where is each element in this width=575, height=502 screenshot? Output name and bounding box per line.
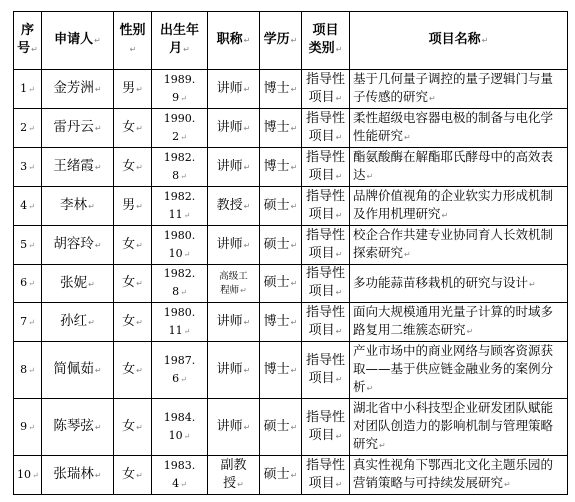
project-name-cell: 酯氨酸酶在解酯耶氏酵母中的高效表达 ↵ xyxy=(350,148,568,187)
title-cell: 讲师 ↵ xyxy=(208,226,260,265)
seq-cell: 4 ↵ xyxy=(14,187,42,226)
project-table xyxy=(13,11,568,495)
title-cell: 讲师 ↵ xyxy=(208,109,260,148)
project-name-cell: 面向大规模通用光量子计算的时域多路复用二维簇态研究 ↵ xyxy=(350,303,568,342)
header-applicant: 申请人 ↵ xyxy=(42,12,114,70)
birth-cell: 1980. 11 ↵ xyxy=(152,303,208,342)
gender-cell: 女 ↵ xyxy=(114,148,152,187)
applicant-cell: 张瑞林 ↵ xyxy=(42,456,114,495)
header-title: 职称 ↵ xyxy=(208,12,260,70)
header-degree: 学历 ↵ xyxy=(260,12,302,70)
applicant-cell: 胡容玲 ↵ xyxy=(42,226,114,265)
gender-cell: 女 ↵ xyxy=(114,226,152,265)
degree-cell: 硕士 ↵ xyxy=(260,187,302,226)
applicant-cell: 李林 ↵ xyxy=(42,187,114,226)
project-name-cell: 柔性超级电容器电极的制备与电化学性能研究 ↵ xyxy=(350,109,568,148)
table-row xyxy=(14,148,568,187)
degree-cell: 博士 ↵ xyxy=(260,109,302,148)
project-name-cell: 基于几何量子调控的量子逻辑门与量子传感的研究 ↵ xyxy=(350,70,568,109)
type-cell: 指导性 项目 ↵ xyxy=(302,148,350,187)
applicant-cell: 雷丹云 ↵ xyxy=(42,109,114,148)
gender-cell: 男 ↵ xyxy=(114,187,152,226)
gender-cell: 女 ↵ xyxy=(114,342,152,399)
project-name-cell: 真实性视角下鄂西北文化主题乐园的营销策略与可持续发展研究 ↵ xyxy=(350,456,568,495)
type-cell: 指导性 项目 ↵ xyxy=(302,226,350,265)
type-cell: 指导性 项目 ↵ xyxy=(302,456,350,495)
degree-cell: 博士 ↵ xyxy=(260,303,302,342)
type-cell: 指导性 项目 ↵ xyxy=(302,303,350,342)
header-birth: 出生年 月 ↵ xyxy=(152,12,208,70)
project-name-cell: 多功能蒜苗移栽机的研究与设计 ↵ xyxy=(350,265,568,303)
degree-cell: 博士 ↵ xyxy=(260,148,302,187)
title-cell: 讲师 ↵ xyxy=(208,342,260,399)
birth-cell: 1987. 6 ↵ xyxy=(152,342,208,399)
birth-cell: 1983. 4 ↵ xyxy=(152,456,208,495)
header-project: 项目名称 ↵ xyxy=(350,12,568,70)
gender-cell: 男 ↵ xyxy=(114,70,152,109)
degree-cell: 硕士 ↵ xyxy=(260,226,302,265)
birth-cell: 1984. 10 ↵ xyxy=(152,399,208,456)
birth-cell: 1982. 11 ↵ xyxy=(152,187,208,226)
title-cell: 讲师 ↵ xyxy=(208,303,260,342)
seq-cell: 7 ↵ xyxy=(14,303,42,342)
type-cell: 指导性 项目 ↵ xyxy=(302,70,350,109)
title-cell: 讲师 ↵ xyxy=(208,399,260,456)
applicant-cell: 孙红 ↵ xyxy=(42,303,114,342)
birth-cell: 1980. 10 ↵ xyxy=(152,226,208,265)
title-cell: 副教 授 ↵ xyxy=(208,456,260,495)
type-cell: 指导性 项目 ↵ xyxy=(302,265,350,303)
degree-cell: 博士 ↵ xyxy=(260,70,302,109)
table-row xyxy=(14,187,568,226)
degree-cell: 博士 ↵ xyxy=(260,342,302,399)
birth-cell: 1989. 9 ↵ xyxy=(152,70,208,109)
header-gender: 性别 ↵ xyxy=(114,12,152,70)
header-type: 项目 类别 ↵ xyxy=(302,12,350,70)
degree-cell: 硕士 ↵ xyxy=(260,456,302,495)
gender-cell: 女 ↵ xyxy=(114,456,152,495)
seq-cell: 5 ↵ xyxy=(14,226,42,265)
seq-cell: 1 ↵ xyxy=(14,70,42,109)
header-row xyxy=(14,12,568,70)
gender-cell: 女 ↵ xyxy=(114,265,152,303)
header-seq: 序 号 ↵ xyxy=(14,12,42,70)
gender-cell: 女 ↵ xyxy=(114,399,152,456)
project-name-cell: 产业市场中的商业网络与顾客资源获取——基于供应链金融业务的案例分析 ↵ xyxy=(350,342,568,399)
gender-cell: 女 ↵ xyxy=(114,303,152,342)
applicant-cell: 陈琴弦 ↵ xyxy=(42,399,114,456)
seq-cell: 9 ↵ xyxy=(14,399,42,456)
birth-cell: 1982. 8 ↵ xyxy=(152,148,208,187)
project-name-cell: 品牌价值视角的企业软实力形成机制及作用机理研究 ↵ xyxy=(350,187,568,226)
seq-cell: 8 ↵ xyxy=(14,342,42,399)
table-row xyxy=(14,70,568,109)
table-row xyxy=(14,303,568,342)
type-cell: 指导性 项目 ↵ xyxy=(302,342,350,399)
table-row xyxy=(14,265,568,303)
title-cell: 教授 ↵ xyxy=(208,187,260,226)
table-row xyxy=(14,226,568,265)
title-cell: 高级工 程师 ↵ xyxy=(208,265,260,303)
table-row xyxy=(14,399,568,456)
degree-cell: 硕士 ↵ xyxy=(260,265,302,303)
seq-cell: 10 ↵ xyxy=(14,456,42,495)
gender-cell: 女 ↵ xyxy=(114,109,152,148)
seq-cell: 3 ↵ xyxy=(14,148,42,187)
type-cell: 指导性 项目 ↵ xyxy=(302,109,350,148)
seq-cell: 6 ↵ xyxy=(14,265,42,303)
applicant-cell: 简佩茹 ↵ xyxy=(42,342,114,399)
degree-cell: 硕士 ↵ xyxy=(260,399,302,456)
birth-cell: 1982. 8 ↵ xyxy=(152,265,208,303)
applicant-cell: 王绪霞 ↵ xyxy=(42,148,114,187)
type-cell: 指导性 项目 ↵ xyxy=(302,399,350,456)
type-cell: 指导性 项目 ↵ xyxy=(302,187,350,226)
project-name-cell: 湖北省中小科技型企业研发团队赋能对团队创造力的影响机制与管理策略研究 ↵ xyxy=(350,399,568,456)
table-row xyxy=(14,342,568,399)
seq-cell: 2 ↵ xyxy=(14,109,42,148)
applicant-cell: 金芳洲 ↵ xyxy=(42,70,114,109)
applicant-cell: 张妮 ↵ xyxy=(42,265,114,303)
table-row xyxy=(14,109,568,148)
title-cell: 讲师 ↵ xyxy=(208,70,260,109)
project-name-cell: 校企合作共建专业协同育人长效机制探索研究 ↵ xyxy=(350,226,568,265)
birth-cell: 1990. 2 ↵ xyxy=(152,109,208,148)
title-cell: 讲师 ↵ xyxy=(208,148,260,187)
table-row xyxy=(14,456,568,495)
